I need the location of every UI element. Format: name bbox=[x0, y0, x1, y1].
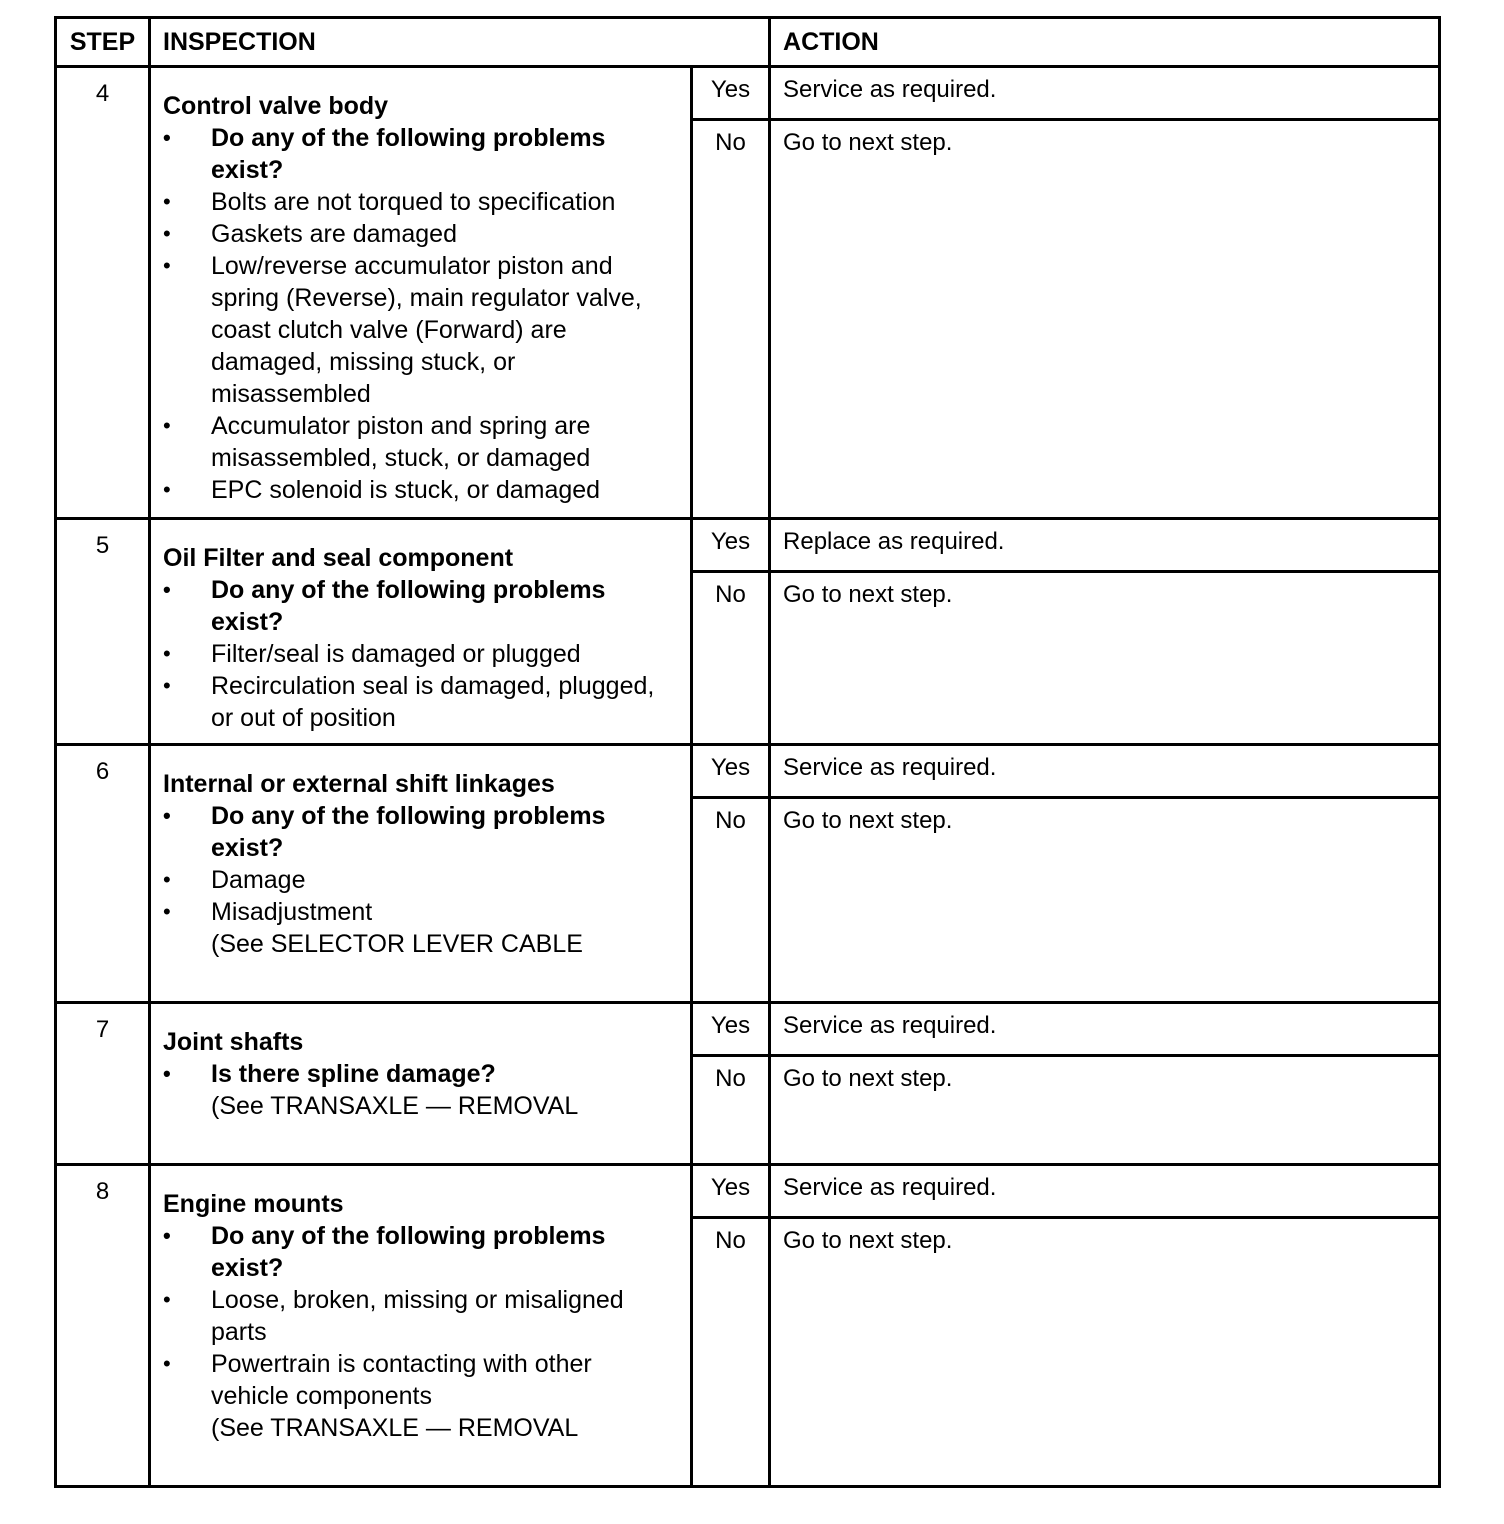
no-action: Go to next step. bbox=[770, 1218, 1440, 1487]
no-action: Go to next step. bbox=[770, 572, 1440, 745]
question-text: Is there spline damage? bbox=[211, 1060, 496, 1088]
step-row-yes bbox=[56, 745, 1440, 798]
step-number: 8 bbox=[56, 1165, 150, 1487]
step-number: 7 bbox=[56, 1003, 150, 1165]
inspection-cell bbox=[150, 519, 692, 745]
bullet-icon: • bbox=[163, 867, 171, 892]
yes-label: Yes bbox=[692, 1165, 770, 1218]
step-number: 5 bbox=[56, 519, 150, 745]
check-item bbox=[163, 218, 676, 250]
yes-action: Service as required. bbox=[770, 67, 1440, 120]
item-text: Recirculation seal is damaged, plugged, or out of position bbox=[211, 672, 655, 732]
step-number: 6 bbox=[56, 745, 150, 1003]
item-text: Low/reverse accumulator piston and spring (Reverse), main regulator valve, coast clutch valve (Forward) are damaged, missing stuck, or misassembled bbox=[211, 252, 642, 408]
item-text: Misadjustment bbox=[211, 898, 373, 926]
diagnostic-table bbox=[54, 16, 1441, 1488]
header-action: ACTION bbox=[770, 18, 1440, 67]
inspection-title: Control valve body bbox=[163, 92, 389, 120]
inspection-question bbox=[163, 122, 676, 186]
inspection-cell bbox=[150, 1165, 692, 1487]
inspection-title: Joint shafts bbox=[163, 1028, 304, 1056]
bullet-icon: • bbox=[163, 253, 171, 278]
bullet-icon: • bbox=[163, 477, 171, 502]
no-action: Go to next step. bbox=[770, 1056, 1440, 1165]
item-text: Powertrain is contacting with other vehicle components bbox=[211, 1350, 592, 1410]
item-text: Damage bbox=[211, 866, 306, 894]
check-item bbox=[163, 864, 676, 896]
step-number: 4 bbox=[56, 67, 150, 519]
bullet-icon: • bbox=[163, 1351, 171, 1376]
inspection-cell bbox=[150, 67, 692, 519]
check-item bbox=[163, 1284, 676, 1348]
bullet-icon: • bbox=[163, 641, 171, 666]
bullet-icon: • bbox=[163, 577, 171, 602]
inspection-title: Oil Filter and seal component bbox=[163, 544, 514, 572]
yes-label: Yes bbox=[692, 67, 770, 120]
check-item bbox=[163, 638, 676, 670]
item-text: Gaskets are damaged bbox=[211, 220, 457, 248]
question-text: Do any of the following problems exist? bbox=[211, 576, 606, 636]
check-list bbox=[163, 1058, 676, 1090]
check-list bbox=[163, 1220, 676, 1412]
check-list bbox=[163, 574, 676, 734]
yes-action: Service as required. bbox=[770, 745, 1440, 798]
inspection-title: Engine mounts bbox=[163, 1190, 344, 1218]
reference-note: (See TRANSAXLE — REMOVAL bbox=[211, 1414, 579, 1442]
step-row-yes bbox=[56, 519, 1440, 572]
bullet-icon: • bbox=[163, 125, 171, 150]
inspection-cell bbox=[150, 1003, 692, 1165]
no-label: No bbox=[692, 1056, 770, 1165]
item-text: Filter/seal is damaged or plugged bbox=[211, 640, 581, 668]
reference-note: (See TRANSAXLE — REMOVAL bbox=[211, 1092, 579, 1120]
item-text: Loose, broken, missing or misaligned parts bbox=[211, 1286, 624, 1346]
bullet-icon: • bbox=[163, 803, 171, 828]
bullet-icon: • bbox=[163, 673, 171, 698]
check-item bbox=[163, 250, 676, 410]
header-row bbox=[56, 18, 1440, 67]
step-row-yes bbox=[56, 1165, 1440, 1218]
header-inspection: INSPECTION bbox=[150, 18, 770, 67]
check-item bbox=[163, 474, 676, 506]
check-item bbox=[163, 410, 676, 474]
bullet-icon: • bbox=[163, 221, 171, 246]
yes-action: Service as required. bbox=[770, 1003, 1440, 1056]
inspection-cell bbox=[150, 745, 692, 1003]
yes-action: Replace as required. bbox=[770, 519, 1440, 572]
bullet-icon: • bbox=[163, 189, 171, 214]
yes-action: Service as required. bbox=[770, 1165, 1440, 1218]
check-list bbox=[163, 800, 676, 928]
inspection-question bbox=[163, 1220, 676, 1284]
check-item bbox=[163, 670, 676, 734]
header-step: STEP bbox=[56, 18, 150, 67]
item-text: Bolts are not torqued to specification bbox=[211, 188, 616, 216]
no-label: No bbox=[692, 798, 770, 1003]
yes-label: Yes bbox=[692, 519, 770, 572]
bullet-icon: • bbox=[163, 899, 171, 924]
no-label: No bbox=[692, 572, 770, 745]
no-action: Go to next step. bbox=[770, 798, 1440, 1003]
bullet-icon: • bbox=[163, 1061, 171, 1086]
check-item bbox=[163, 1348, 676, 1412]
inspection-title: Internal or external shift linkages bbox=[163, 770, 555, 798]
step-row-yes bbox=[56, 1003, 1440, 1056]
question-text: Do any of the following problems exist? bbox=[211, 1222, 606, 1282]
check-item bbox=[163, 896, 676, 928]
step-row-yes bbox=[56, 67, 1440, 120]
item-text: EPC solenoid is stuck, or damaged bbox=[211, 476, 601, 504]
reference-note: (See SELECTOR LEVER CABLE bbox=[211, 930, 583, 958]
check-list bbox=[163, 122, 676, 506]
question-text: Do any of the following problems exist? bbox=[211, 124, 606, 184]
bullet-icon: • bbox=[163, 413, 171, 438]
no-label: No bbox=[692, 120, 770, 519]
check-item bbox=[163, 186, 676, 218]
inspection-question bbox=[163, 1058, 676, 1090]
inspection-question bbox=[163, 574, 676, 638]
item-text: Accumulator piston and spring are misassembled, stuck, or damaged bbox=[211, 412, 591, 472]
inspection-question bbox=[163, 800, 676, 864]
yes-label: Yes bbox=[692, 745, 770, 798]
yes-label: Yes bbox=[692, 1003, 770, 1056]
no-label: No bbox=[692, 1218, 770, 1487]
question-text: Do any of the following problems exist? bbox=[211, 802, 606, 862]
bullet-icon: • bbox=[163, 1287, 171, 1312]
bullet-icon: • bbox=[163, 1223, 171, 1248]
no-action: Go to next step. bbox=[770, 120, 1440, 519]
